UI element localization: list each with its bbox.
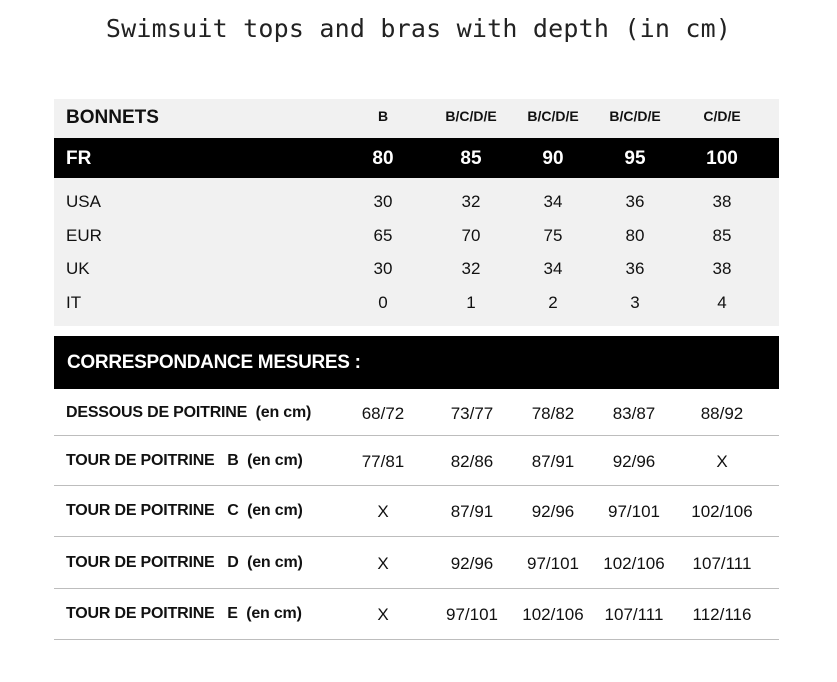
table-cell: 92/96	[612, 452, 656, 471]
table-cell: 97/101	[608, 502, 660, 521]
row-divider	[54, 639, 779, 640]
table-cell: X	[377, 554, 389, 573]
row-label: IT	[66, 293, 82, 312]
row-label: USA	[66, 192, 101, 211]
row-label: EUR	[66, 226, 102, 245]
table-cell: 1	[466, 293, 476, 312]
size-conversion-table	[54, 99, 779, 326]
measure-label: TOUR DE POITRINE E (en cm)	[66, 605, 302, 622]
size-row-eur	[54, 226, 779, 250]
fr-label: FR	[66, 148, 92, 169]
size-row-uk	[54, 259, 779, 283]
measure-label: DESSOUS DE POITRINE (en cm)	[66, 404, 312, 421]
bonnets-cell: C/D/E	[703, 108, 741, 124]
table-cell: 82/86	[450, 452, 494, 471]
table-cell: 32	[461, 192, 481, 211]
table-cell: 68/72	[361, 404, 405, 423]
table-cell: 38	[712, 259, 732, 278]
measure-label: TOUR DE POITRINE B (en cm)	[66, 452, 303, 469]
table-cell: 97/101	[446, 605, 498, 624]
table-cell: 30	[373, 259, 393, 278]
measure-label: TOUR DE POITRINE C (en cm)	[66, 502, 303, 519]
page-title: Swimsuit tops and bras with depth (in cm)	[105, 14, 732, 43]
table-cell: 2	[548, 293, 558, 312]
table-cell: 4	[717, 293, 727, 312]
fr-cell: 80	[372, 148, 394, 169]
measure-label: TOUR DE POITRINE D (en cm)	[66, 554, 303, 571]
fr-cell: 85	[460, 148, 482, 169]
table-cell: 36	[625, 259, 645, 278]
table-cell: 92/96	[450, 554, 494, 573]
measures-header	[54, 336, 779, 389]
table-cell: 107/111	[604, 605, 664, 624]
table-cell: 3	[630, 293, 640, 312]
table-cell: 32	[461, 259, 481, 278]
table-cell: 73/77	[450, 404, 494, 423]
table-cell: X	[377, 502, 389, 521]
table-cell: 102/106	[603, 554, 665, 573]
row-divider	[54, 588, 779, 589]
table-cell: X	[377, 605, 389, 624]
row-divider	[54, 435, 779, 436]
table-cell: 34	[543, 259, 563, 278]
size-row-it	[54, 293, 779, 317]
table-cell: 77/81	[361, 452, 405, 471]
table-cell: 107/111	[692, 554, 752, 573]
bonnets-cell: B/C/D/E	[445, 108, 497, 124]
table-cell: 85	[712, 226, 732, 245]
table-cell: 36	[625, 192, 645, 211]
table-cell: 80	[625, 226, 645, 245]
table-cell: 34	[543, 192, 563, 211]
table-cell: 30	[373, 192, 393, 211]
table-cell: 87/91	[450, 502, 494, 521]
table-cell: 102/106	[522, 605, 584, 624]
row-divider	[54, 536, 779, 537]
table-cell: 0	[378, 293, 388, 312]
table-cell: 88/92	[700, 404, 744, 423]
table-cell: 78/82	[531, 404, 575, 423]
size-row-usa	[54, 192, 779, 216]
measures-header-label: CORRESPONDANCE MESURES :	[67, 352, 361, 373]
table-cell: 65	[373, 226, 393, 245]
bonnets-label: BONNETS	[66, 107, 159, 128]
bonnets-cell: B	[377, 108, 389, 124]
table-cell: 70	[461, 226, 481, 245]
fr-cell: 100	[706, 148, 738, 169]
table-cell: 112/116	[692, 605, 752, 624]
table-cell: 97/101	[527, 554, 579, 573]
row-divider	[54, 485, 779, 486]
bonnets-cell: B/C/D/E	[609, 108, 661, 124]
table-cell: 83/87	[612, 404, 656, 423]
fr-header-row	[54, 138, 779, 178]
row-label: UK	[66, 259, 90, 278]
bonnets-cell: B/C/D/E	[527, 108, 579, 124]
table-cell: 102/106	[691, 502, 753, 521]
fr-cell: 90	[542, 148, 564, 169]
table-cell: 87/91	[531, 452, 575, 471]
table-cell: 75	[543, 226, 563, 245]
fr-cell: 95	[624, 148, 646, 169]
table-cell: 92/96	[531, 502, 575, 521]
table-cell: X	[716, 452, 728, 471]
bonnets-row	[54, 108, 779, 132]
table-cell: 38	[712, 192, 732, 211]
